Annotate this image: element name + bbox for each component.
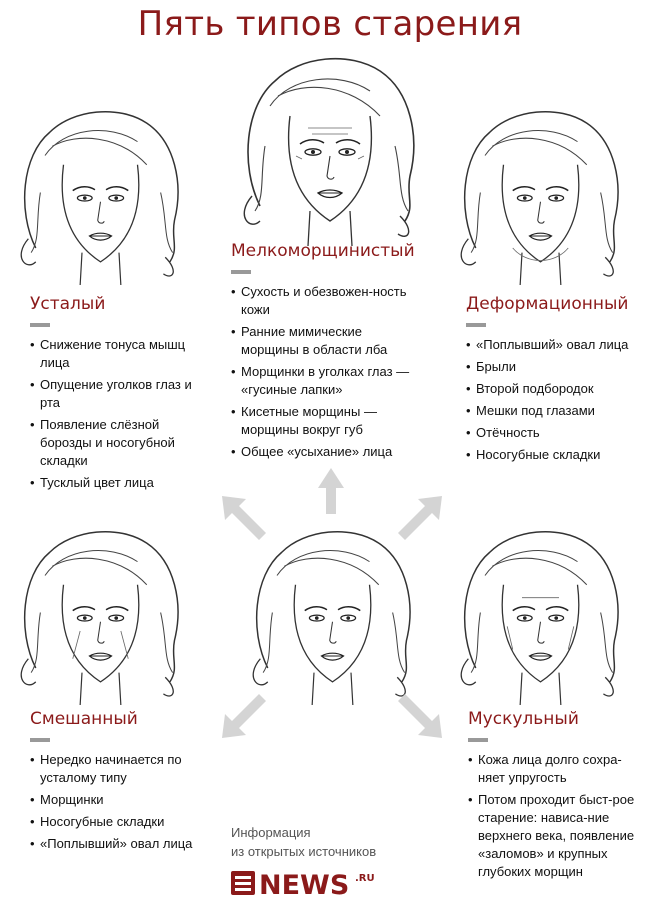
- type-title: Деформационный: [466, 294, 629, 314]
- logo-main-text: NEWS: [259, 870, 350, 897]
- list-item: • Тусклый цвет лица: [30, 474, 210, 492]
- list-item: • Ранние мимические морщины в области лба: [231, 323, 411, 359]
- list-item: • Кожа лица долго сохра-няет упругость: [468, 751, 646, 787]
- arrow-down-left-icon: [222, 692, 268, 743]
- list-item: • Носогубные складки: [466, 446, 646, 464]
- type-title: Мелкоморщинистый: [231, 241, 415, 261]
- source-line-2: из открытых источников: [231, 844, 377, 859]
- list-item: • Нередко начинается по усталому типу: [30, 751, 200, 787]
- news-logo-graphic: [231, 867, 391, 897]
- arrow-up-right-icon: [396, 496, 442, 547]
- divider: [30, 738, 50, 742]
- type-block-tired: [30, 294, 210, 496]
- list-item: • Носогубные складки: [30, 813, 200, 831]
- arrow-down-right-icon: [396, 692, 442, 743]
- face-tired-illustration: [8, 100, 193, 285]
- face-fine-wrinkle-illustration: [230, 46, 430, 246]
- list-item: • Опущение уголков глаз и рта: [30, 376, 210, 412]
- list-item: • Отёчность: [466, 424, 646, 442]
- type-block-fine-wrinkle: [231, 241, 415, 465]
- list-item: • «Поплывший» овал лица: [466, 336, 646, 354]
- list-item: • Кисетные морщины — морщины вокруг губ: [231, 403, 411, 439]
- face-muscular-illustration: [448, 520, 633, 705]
- list-item: • «Поплывший» овал лица: [30, 835, 200, 853]
- list-item: • Мешки под глазами: [466, 402, 646, 420]
- list-item: • Появление слёзной борозды и носогубной складки: [30, 416, 210, 470]
- news-logo: [231, 867, 391, 897]
- divider: [231, 270, 251, 274]
- face-deformation-illustration: [448, 100, 633, 285]
- type-title: Усталый: [30, 294, 106, 314]
- list-item: • Сухость и обезвожен-ность кожи: [231, 283, 411, 319]
- arrow-up-left-icon: [222, 496, 268, 547]
- list-item: • Морщинки в уголках глаз — «гусиные лапки»: [231, 363, 411, 399]
- divider: [466, 323, 486, 327]
- face-neutral-center-illustration: [240, 520, 425, 705]
- list-item: • Потом проходит быст-рое старение: нависа-ние верхнего века, появление «заломов» и крупных глубоких морщин: [468, 791, 646, 881]
- list-item: • Брыли: [466, 358, 646, 376]
- divider: [468, 738, 488, 742]
- arrow-up-icon: [318, 468, 344, 519]
- list-item: • Второй подбородок: [466, 380, 646, 398]
- type-block-mixed: [30, 709, 200, 857]
- page-title: Пять типов старения: [137, 4, 523, 44]
- face-mixed-illustration: [8, 520, 193, 705]
- source-line-1: Информация: [231, 825, 311, 840]
- type-title: Мускульный: [468, 709, 579, 729]
- list-item: • Общее «усыхание» лица: [231, 443, 411, 461]
- type-block-deformation: [466, 294, 646, 468]
- list-item: • Морщинки: [30, 791, 200, 809]
- divider: [30, 323, 50, 327]
- type-block-muscular: [468, 709, 646, 885]
- logo-suffix-text: .RU: [355, 873, 375, 884]
- source-note: [231, 823, 376, 861]
- list-item: • Снижение тонуса мышц лица: [30, 336, 210, 372]
- type-title: Смешанный: [30, 709, 138, 729]
